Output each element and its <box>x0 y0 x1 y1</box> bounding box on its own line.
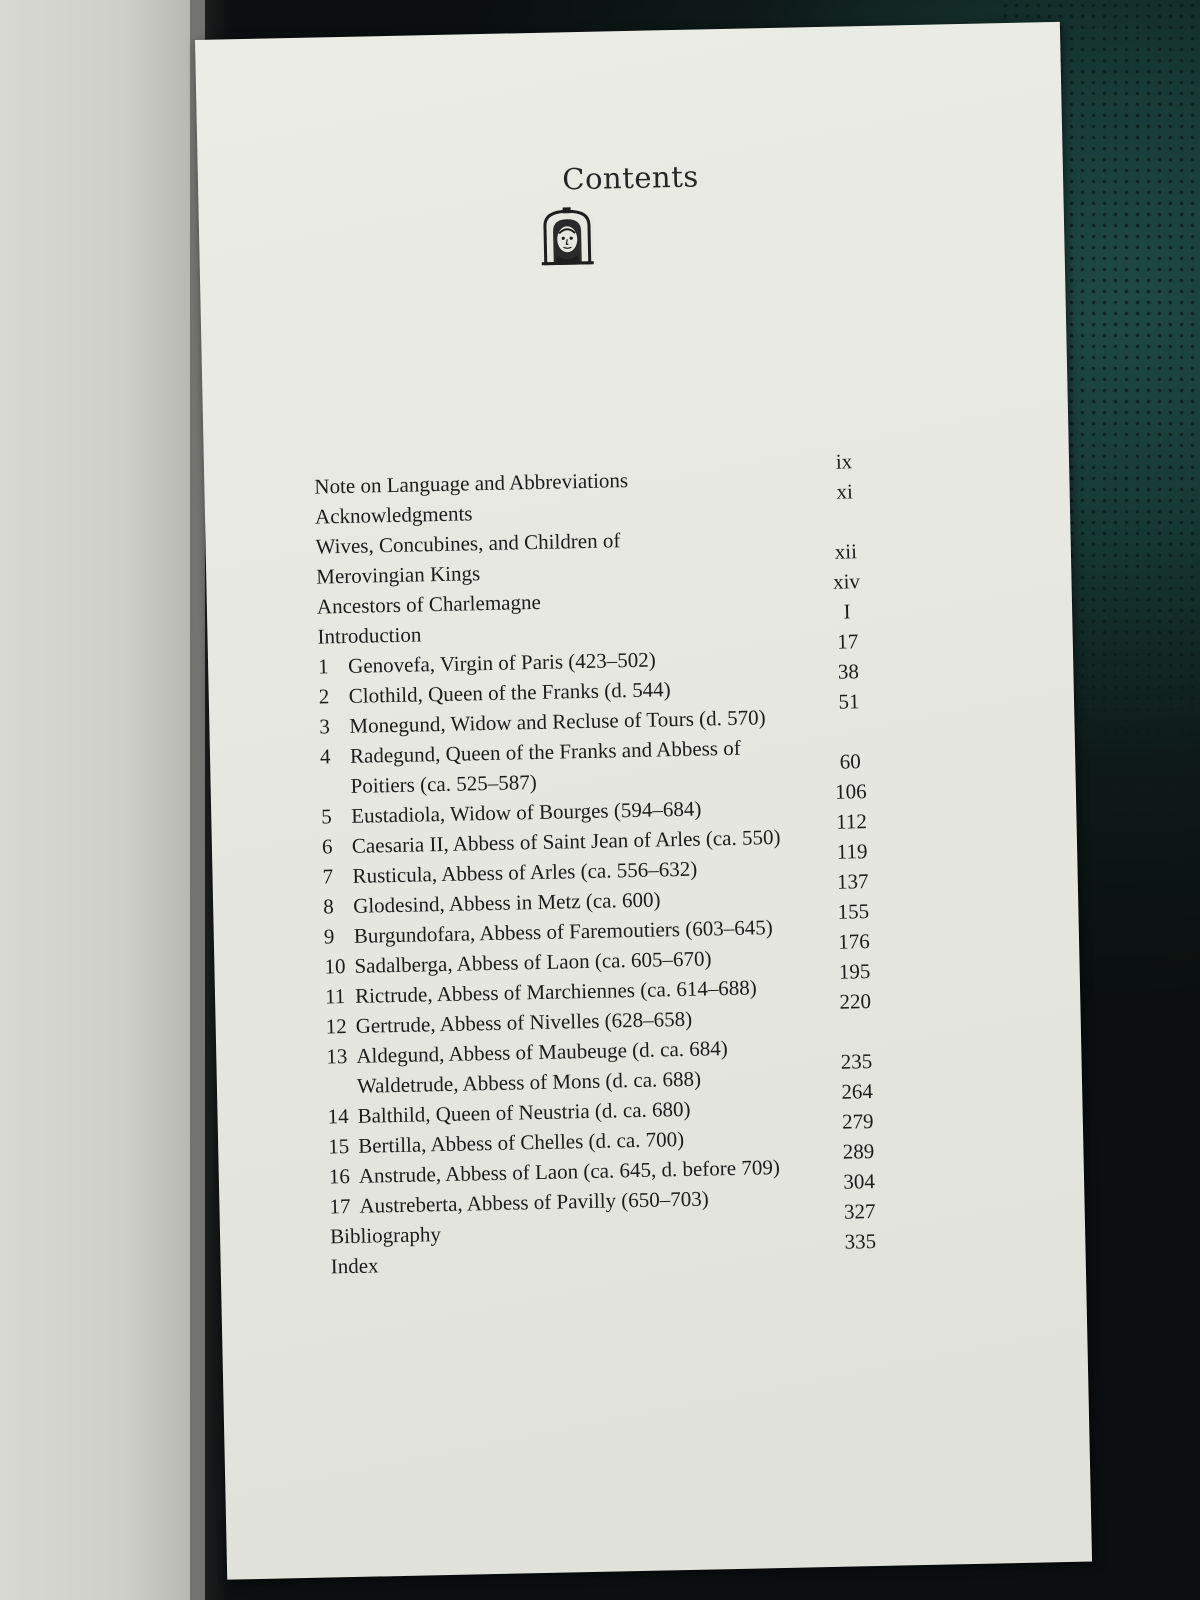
chapter-number: 13 <box>326 1044 348 1069</box>
chapter-number: 9 <box>323 924 335 949</box>
chapter-number: 16 <box>328 1164 351 1189</box>
chapter-number: 11 <box>324 984 346 1009</box>
entry-title: Anstrude, Abbess of Laon (ca. 645, d. before 709) <box>358 1155 781 1188</box>
entry-title: Austreberta, Abbess of Pavilly (650–703) <box>359 1186 710 1218</box>
chapter-number: 2 <box>318 684 330 709</box>
entry-title: Clothild, Queen of the Franks (d. 544) <box>348 677 671 708</box>
page-number: xii <box>834 539 858 564</box>
contents-page <box>195 22 1092 1580</box>
page-number: 155 <box>837 899 870 924</box>
entry-title: Burgundofara, Abbess of Faremoutiers (603–645) <box>353 915 773 948</box>
page-number: 38 <box>837 659 860 684</box>
page-number: 119 <box>836 839 868 864</box>
page-number: 195 <box>838 959 871 984</box>
page-number: 289 <box>842 1139 875 1164</box>
chapter-number: 8 <box>322 894 334 919</box>
entry-title: Radegund, Queen of the Franks and Abbess of <box>349 735 741 768</box>
chapter-number: 1 <box>317 654 329 679</box>
chapter-number: 10 <box>324 954 346 979</box>
page-number: 220 <box>839 989 872 1014</box>
page-number: 106 <box>834 779 867 804</box>
chapter-number: 7 <box>322 864 334 889</box>
page-number: 60 <box>839 749 862 774</box>
page-title: Contents <box>561 159 699 197</box>
entry-title: Eustadiola, Widow of Bourges (594–684) <box>351 796 702 828</box>
entry-title: Index <box>330 1253 379 1279</box>
entry-title: Introduction <box>317 622 422 649</box>
page-number: 304 <box>843 1169 876 1194</box>
entry-title: Caesaria II, Abbess of Saint Jean of Arles (ca. 550) <box>351 824 781 858</box>
entry-title: Balthild, Queen of Neustria (d. ca. 680) <box>357 1096 691 1128</box>
entry-title: Bibliography <box>329 1222 442 1249</box>
entry-title: Rusticula, Abbess of Arles (ca. 556–632) <box>352 856 698 888</box>
entry-title: Sadalberga, Abbess of Laon (ca. 605–670) <box>354 946 712 978</box>
chapter-number: 6 <box>321 834 333 859</box>
page-number: 279 <box>841 1109 874 1134</box>
portrait-ornament-icon <box>539 207 596 268</box>
entry-title: Monegund, Widow and Recluse of Tours (d. 570) <box>349 705 766 738</box>
page-number: 327 <box>843 1199 876 1224</box>
page-number: 112 <box>835 809 868 834</box>
page-number: 137 <box>836 869 869 894</box>
page-number: xi <box>836 479 854 504</box>
chapter-number: 3 <box>319 714 331 739</box>
chapter-number: 14 <box>327 1104 349 1129</box>
chapter-number: 17 <box>329 1194 351 1219</box>
chapter-number: 4 <box>319 744 331 769</box>
entry-title: Genovefa, Virgin of Paris (423–502) <box>347 647 656 678</box>
page-number: 335 <box>844 1229 877 1254</box>
chapter-number: 15 <box>327 1134 350 1159</box>
page-number: 51 <box>838 689 860 714</box>
entry-title: Aldegund, Abbess of Maubeuge (d. ca. 684) <box>356 1036 728 1068</box>
page-number: xiv <box>832 569 861 594</box>
page-number: 264 <box>841 1079 874 1104</box>
entry-title: Bertilla, Abbess of Chelles (d. ca. 700) <box>357 1126 685 1158</box>
entry-title: Rictrude, Abbess of Marchiennes (ca. 614–688) <box>354 975 758 1008</box>
chapter-number: 5 <box>321 804 333 829</box>
facing-page <box>0 0 205 1600</box>
entry-title: Merovingian Kings <box>316 561 481 589</box>
chapter-number: 12 <box>325 1014 347 1039</box>
entry-title: Wives, Concubines, and Children of <box>315 528 621 559</box>
entry-title: Waldetrude, Abbess of Mons (d. ca. 688) <box>356 1066 702 1098</box>
page-number: I <box>843 599 851 624</box>
page-number: ix <box>835 449 853 474</box>
page-number: 176 <box>838 929 871 954</box>
page-number: 17 <box>836 629 859 654</box>
page-number: 235 <box>840 1049 873 1074</box>
entry-title: Note on Language and Abbreviations <box>314 468 629 499</box>
table-of-contents <box>314 449 891 1282</box>
entry-title: Glodesind, Abbess in Metz (ca. 600) <box>352 887 661 918</box>
entry-title: Poitiers (ca. 525–587) <box>350 770 537 798</box>
entry-title: Gertrude, Abbess of Nivelles (628–658) <box>355 1006 693 1038</box>
entry-title: Ancestors of Charlemagne <box>316 589 542 619</box>
entry-title: Acknowledgments <box>314 501 473 529</box>
